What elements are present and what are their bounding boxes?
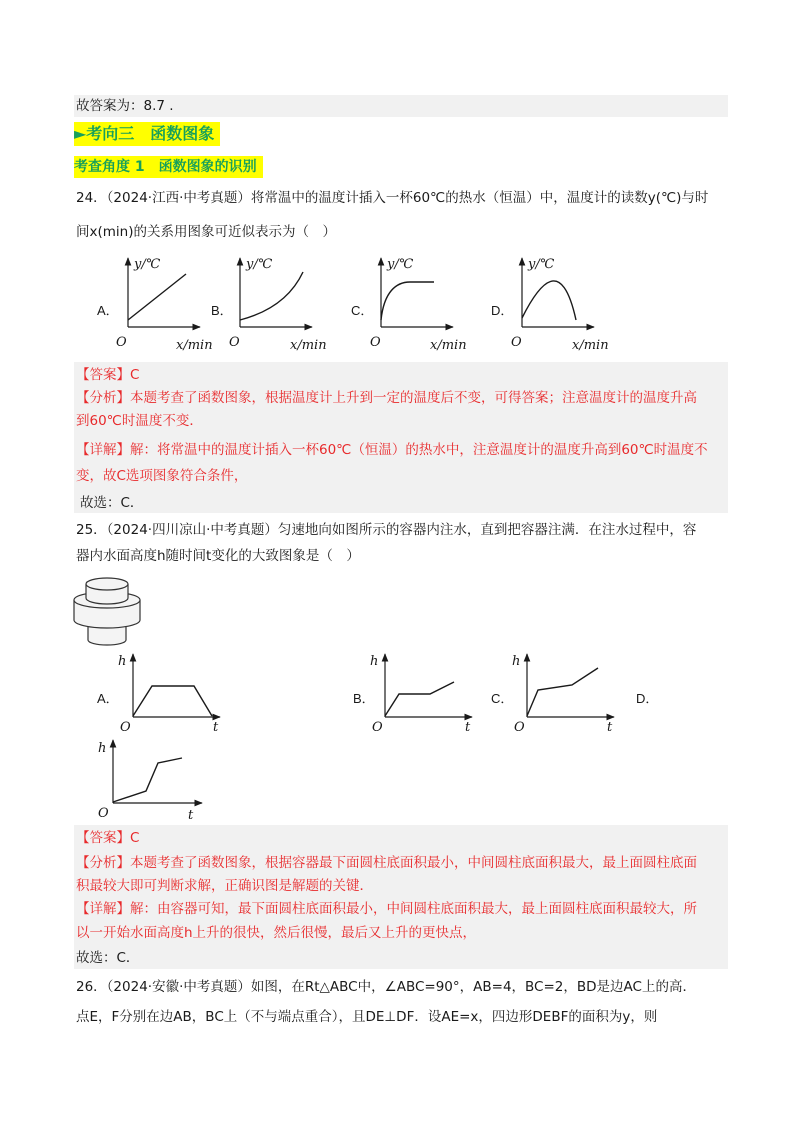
q24-stem-line1: 24．（2024·江西·中考真题）将常温中的温度计插入一杯60℃的热水（恒温）中，温度计的读数y(℃)与时 [76,190,709,206]
q25-analysis-line2: 积最较大即可判断求解，正确识图是解题的关键． [76,878,373,894]
q24-a-origin: O [116,335,127,350]
q24-option-a-label: A． [97,303,119,318]
q26-stem-line1: 26．（2024·安徽·中考真题）如图，在Rt△ABC中，∠ABC=90°，AB=4，BC=2，BD是边AC上的高． [76,979,696,995]
q25-b-xlabel: t [465,720,471,735]
q25-option-c-label: C． [491,691,514,706]
q24-option-c-label: C． [351,303,374,318]
q25-d-xlabel: t [188,808,194,823]
q25-answer: 【答案】C [76,830,140,846]
q24-option-b-label: B． [211,303,233,318]
q25-b-ylabel: h [370,654,379,669]
q25-a-ylabel: h [118,654,127,669]
q25-stem-line2: 器内水面高度h随时间t变化的大致图象是（ ） [76,548,360,564]
section-subtitle: 考查角度 1 函数图象的识别 [74,156,263,178]
q25-option-d-label: D． [636,691,659,706]
q25-a-origin: O [120,720,131,735]
q24-a-ylabel: y/℃ [134,257,161,272]
q24-option-d-label: D． [491,303,514,318]
q25-a-curve [133,686,212,716]
q25-graph-d [98,740,202,823]
q25-d-origin: O [98,806,109,821]
q25-detail-line2: 以一开始水面高度h上升的很快，然后很慢，最后又上升的更快点， [76,925,477,941]
q24-d-ylabel: y/℃ [528,257,555,272]
q24-d-xlabel: x/min [572,338,609,353]
q25-c-curve [527,668,598,716]
q24-analysis-line2: 到60℃时温度不变． [76,413,203,429]
q25-choose: 故选：C． [76,950,140,966]
q24-c-ylabel: y/℃ [387,257,414,272]
q24-d-origin: O [511,335,522,350]
q25-option-a-label: A． [97,691,119,706]
q24-answer: 【答案】C [76,367,140,383]
q24-c-xlabel: x/min [430,338,467,353]
q24-b-origin: O [229,335,240,350]
q24-a-xlabel: x/min [176,338,213,353]
q25-stem-line1: 25．（2024·四川凉山·中考真题）匀速地向如图所示的容器内注水，直到把容器注满．在注水过程中，容 [76,522,697,538]
q24-analysis-line1: 【分析】本题考查了函数图象，根据温度计上升到一定的温度后不变，可得答案；注意温度计的温度升高 [76,390,697,406]
q25-b-origin: O [372,720,383,735]
q24-detail-line1: 【详解】解：将常温中的温度计插入一杯60℃（恒温）的热水中，注意温度计的温度升高到60℃时温度不 [76,442,708,458]
q25-c-origin: O [514,720,525,735]
q25-detail-line1: 【详解】解：由容器可知，最下面圆柱底面积最小，中间圆柱底面积最大，最上面圆柱底面积最较大，所 [76,901,697,917]
q25-answer-band [74,825,728,969]
q25-container-figure [74,578,140,645]
q25-a-xlabel: t [213,720,219,735]
q24-b-xlabel: x/min [290,338,327,353]
q25-b-curve [385,682,454,716]
q24-choose: 故选：C． [80,495,144,511]
q24-detail-line2: 变，故C选项图象符合条件， [76,468,248,484]
q25-c-xlabel: t [607,720,613,735]
q25-graph-c [512,654,614,735]
q25-option-b-label: B． [353,691,375,706]
q25-graph-b [370,654,472,735]
section-title: ►考向三 函数图象 [74,122,220,146]
q25-d-curve [113,758,182,802]
prev-answer: 故答案为：8.7 . [76,98,174,114]
q26-stem-line2: 点E，F分别在边AB，BC上（不与端点重合），且DE⊥DF．设AE=x，四边形DEBF的面积为y，则 [76,1009,658,1025]
q25-c-ylabel: h [512,654,521,669]
q25-graph-a [118,654,220,735]
q24-stem-line2: 间x(min)的关系用图象可近似表示为（ ） [76,224,336,240]
q25-d-ylabel: h [98,741,107,756]
q24-c-origin: O [370,335,381,350]
q25-analysis-line1: 【分析】本题考查了函数图象，根据容器最下面圆柱底面积最小，中间圆柱底面积最大，最上面圆柱底面 [76,855,697,871]
q24-b-ylabel: y/℃ [246,257,273,272]
